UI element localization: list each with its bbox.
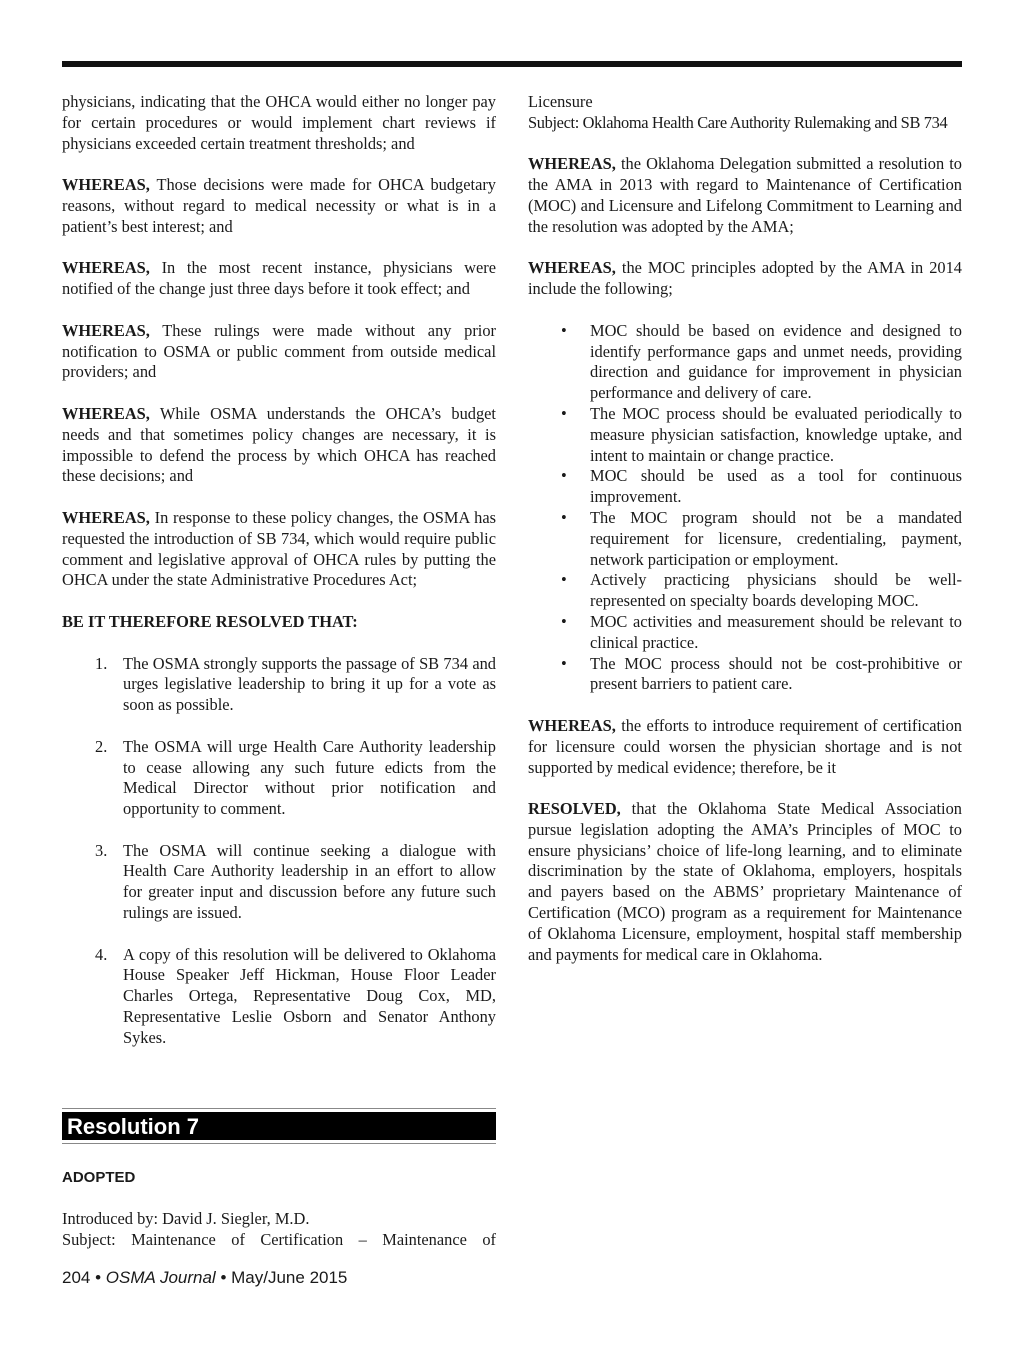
status-adopted: ADOPTED — [62, 1169, 136, 1186]
list-number: 4. — [95, 944, 108, 964]
whereas-text: While OSMA understands the OHCA’s budget needs and that sometimes policy changes are necessary, it is impossible to defend the process by which OHCA has reached these decisions; and — [62, 403, 496, 486]
whereas-paragraph — [528, 258, 962, 300]
page-number: 204 — [62, 1268, 91, 1287]
whereas-text: Those decisions were made for OHCA budgetary reasons, without regard to medical necessity or what is in a patient’s best interest; and — [62, 175, 497, 236]
bullet-icon: • — [561, 611, 567, 631]
list-item-text: The MOC process should be evaluated periodically to measure physician satisfaction, knowledge uptake, and intent to maintain or change practice. — [590, 403, 962, 465]
list-item-text: MOC should be used as a tool for continuous improvement. — [590, 466, 962, 507]
issue-date: May/June 2015 — [231, 1268, 348, 1287]
resolution-banner — [62, 1108, 496, 1144]
list-item-text: The MOC process should not be cost-prohibitive or present barriers to patient care. — [590, 653, 962, 694]
whereas-paragraph — [528, 716, 962, 778]
list-item-text: The OSMA strongly supports the passage of SB 734 and urges legislative leadership to bring it up for a vote as soon as possible. — [123, 653, 496, 715]
list-item — [62, 654, 496, 716]
resolved-text: that the Oklahoma State Medical Association pursue legislation adopting the AMA’s Principles of MOC to ensure physicians’ choice of life-long learning, and to eliminate discrimination by the state of Oklahoma, employers, hospitals and payers based on the ABMS’ proprietary Maintenance of Certification (MCO) program as a requirement for Maintenance of Oklahoma Licensure, employment, hospital staff membership and payments for medical care in Oklahoma. — [528, 799, 962, 964]
resolution-subject: Subject: Maintenance of Certification – Maintenance of — [62, 1229, 496, 1249]
resolved-paragraph — [528, 799, 962, 965]
continued-subject: Licensure — [528, 92, 593, 111]
list-item — [528, 654, 962, 696]
list-item-text: A copy of this resolution will be delivered to Oklahoma House Speaker Jeff Hickman, House Floor Leader Charles Ortega, Representative Doug Cox, MD, Representative Leslie Osborn and Senator Anthony Sykes. — [123, 944, 496, 1047]
list-item-text: The MOC program should not be a mandated requirement for licensure, credentialing, payment, network participation or employment. — [590, 507, 962, 569]
list-item — [528, 508, 962, 570]
list-item — [528, 404, 962, 466]
bullet-icon: • — [561, 466, 567, 486]
list-item — [62, 841, 496, 924]
list-item — [528, 321, 962, 404]
list-item-text: MOC activities and measurement should be relevant to clinical practice. — [590, 611, 962, 652]
whereas-text: the Oklahoma Delegation submitted a resolution to the AMA in 2013 with regard to Maintenance of Certification (MOC) and Licensure and Lifelong Commitment to Learning and the resolution was adopted by the AMA; — [528, 154, 962, 236]
right-column — [528, 92, 962, 965]
bullet-icon: • — [561, 403, 567, 423]
list-number: 2. — [95, 736, 108, 756]
whereas-text: the MOC principles adopted by the AMA in 2014 include the following; — [528, 258, 962, 299]
resolved-label: RESOLVED, — [528, 799, 621, 819]
top-rule — [62, 61, 962, 67]
bullet-icon: • — [561, 320, 567, 340]
whereas-paragraph — [62, 404, 496, 487]
whereas-label: WHEREAS, — [62, 258, 150, 278]
resolution-banner-bar — [62, 1112, 496, 1140]
whereas-paragraph — [62, 321, 496, 383]
whereas-label: WHEREAS, — [62, 320, 150, 340]
resolution-list — [62, 654, 496, 1049]
whereas-text: In the most recent instance, physicians were notified of the change just three days before it took effect; and — [62, 258, 496, 299]
list-item — [528, 570, 962, 612]
resolved-heading: BE IT THEREFORE RESOLVED THAT: — [62, 611, 358, 631]
whereas-label: WHEREAS, — [62, 175, 150, 195]
continued-subject-line: Subject: Oklahoma Health Care Authority Rulemaking and SB 734 — [528, 112, 948, 132]
whereas-text: the efforts to introduce requirement of certification for licensure could worsen the physician shortage and is not supported by medical evidence; therefore, be it — [528, 715, 962, 777]
resolution-intro — [62, 1209, 496, 1251]
list-item — [62, 945, 496, 1049]
bullet-icon: • — [561, 653, 567, 673]
bullet-icon: • — [561, 570, 567, 590]
separator: • — [95, 1268, 102, 1287]
list-item-text: The OSMA will continue seeking a dialogue with Health Care Authority leadership in an effort to allow for greater input and discussion before any future such rulings are issued. — [123, 840, 496, 923]
introduced-by: Introduced by: David J. Siegler, M.D. — [62, 1209, 310, 1228]
whereas-label: WHEREAS, — [62, 507, 150, 527]
whereas-text: In response to these policy changes, the OSMA has requested the introduction of SB 734, which would require public comment and legislative approval of OHCA rules by putting the OHCA under the state Administrative Procedures Act; — [62, 507, 496, 590]
list-item-text: The OSMA will urge Health Care Authority leadership to cease allowing any such future edicts from the Medical Director without prior notification and opportunity to comment. — [123, 736, 496, 819]
journal-name: OSMA Journal — [105, 1268, 216, 1287]
separator: • — [220, 1268, 227, 1287]
whereas-paragraph — [62, 175, 496, 237]
moc-principles-list — [528, 321, 962, 695]
whereas-paragraph — [62, 508, 496, 591]
left-column — [62, 92, 496, 1069]
whereas-paragraph — [62, 258, 496, 300]
page-footer — [62, 1268, 347, 1288]
list-number: 1. — [95, 653, 108, 673]
resolution-title: Resolution 7 — [67, 1114, 200, 1139]
continued-paragraph: physicians, indicating that the OHCA would either no longer pay for certain procedures or would implement chart reviews if physicians exceeded certain treatment thresholds; and — [62, 92, 496, 153]
list-number: 3. — [95, 840, 108, 860]
list-item-text: Actively practicing physicians should be well-represented on specialty boards developing MOC. — [590, 570, 962, 611]
whereas-text: These rulings were made without any prior notification to OSMA or public comment from outside medical providers; and — [62, 320, 496, 382]
list-item — [528, 466, 962, 508]
list-item — [528, 612, 962, 654]
whereas-paragraph — [528, 154, 962, 237]
whereas-label: WHEREAS, — [62, 403, 150, 423]
list-item — [62, 737, 496, 820]
whereas-label: WHEREAS, — [528, 154, 616, 174]
list-item-text: MOC should be based on evidence and designed to identify performance gaps and unmet needs, providing direction and guidance for improvement in physician performance and delivery of care. — [590, 320, 962, 403]
whereas-label: WHEREAS, — [528, 715, 616, 735]
whereas-label: WHEREAS, — [528, 258, 616, 278]
bullet-icon: • — [561, 507, 567, 527]
